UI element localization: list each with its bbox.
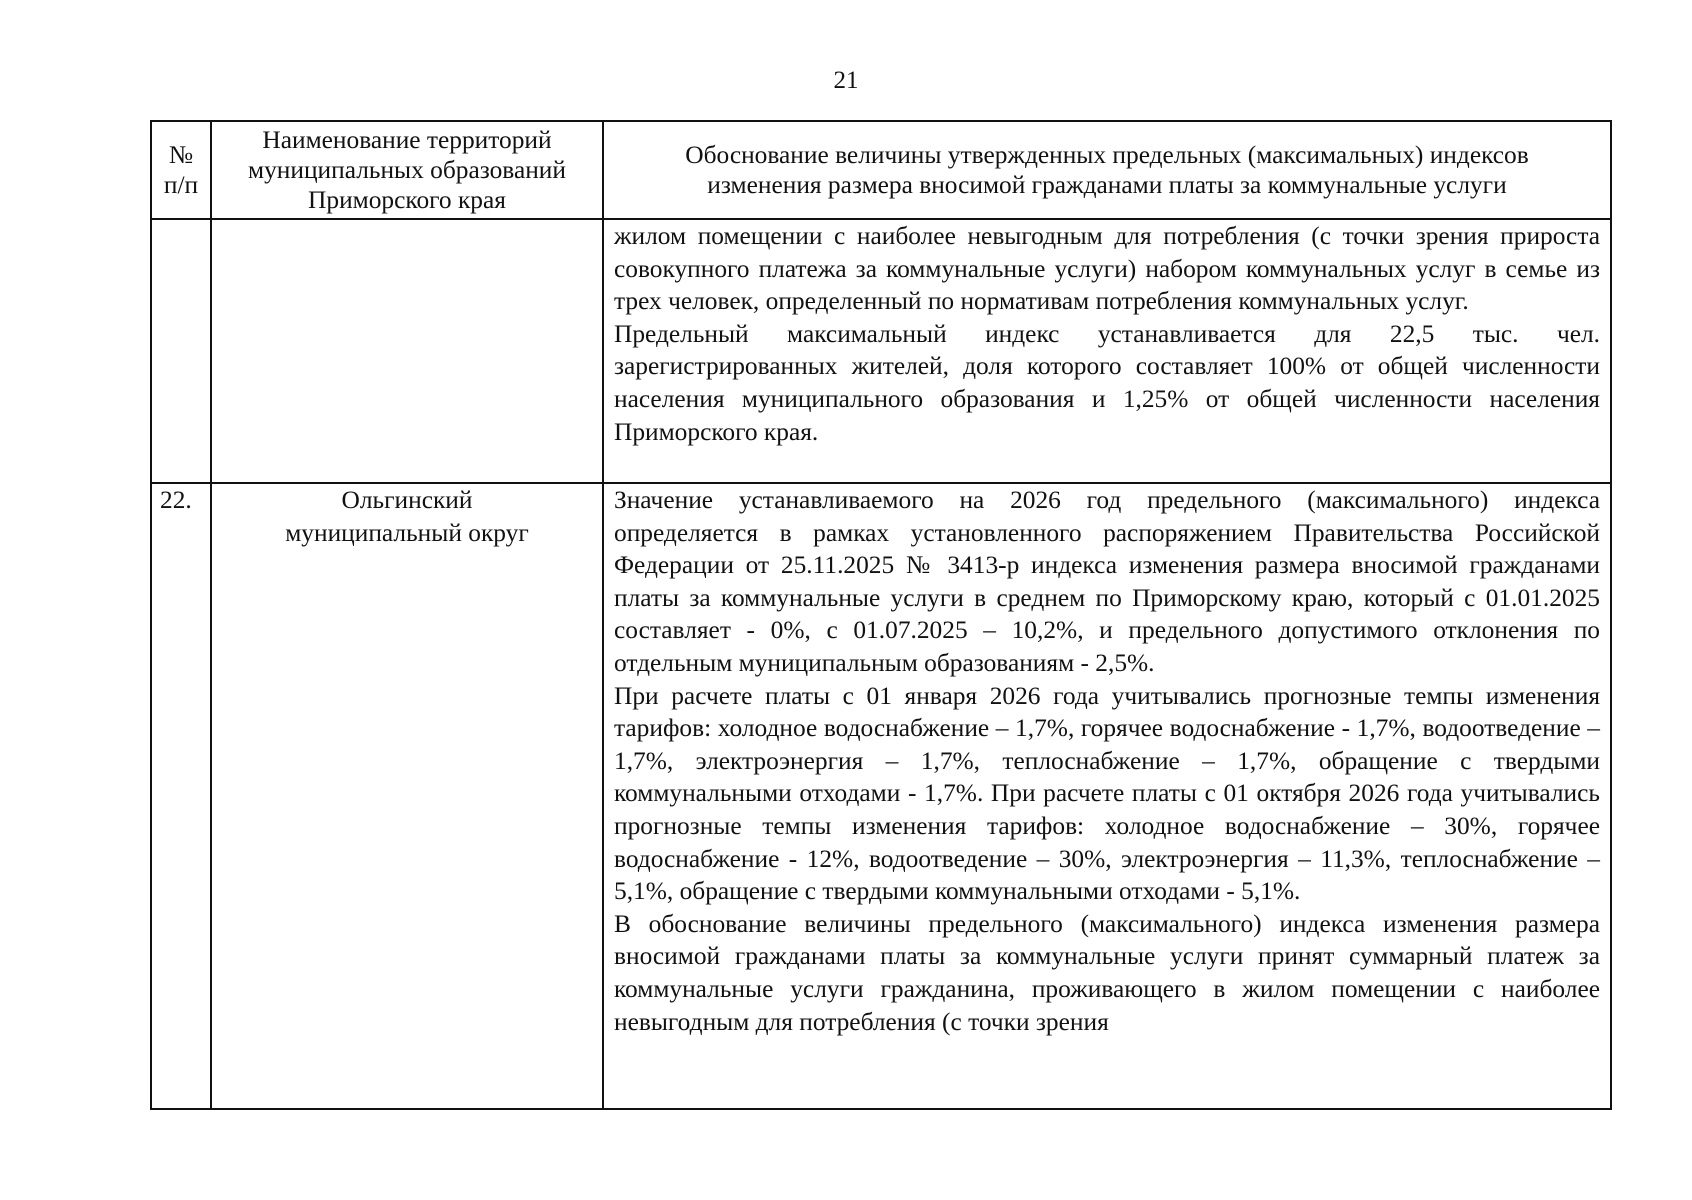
header-basis-line: изменения размера вносимой гражданами платы за коммунальные услуги bbox=[707, 171, 1507, 199]
row-territory-cell bbox=[211, 483, 603, 1109]
header-number-line: п/п bbox=[163, 171, 199, 199]
header-territory-line: муниципальных образований bbox=[248, 156, 566, 184]
header-basis-line: Обоснование величины утвержденных предельных (максимальных) индексов bbox=[685, 141, 1529, 169]
table-row bbox=[151, 219, 1611, 483]
header-territory-line: Наименование территорий bbox=[262, 126, 552, 154]
basis-paragraph: жилом помещении с наиболее невыгодным для потребления (с точки зрения прироста совокупного платежа за коммунальные услуги) набором коммунальных услуг в семье из трех человек, определенный по нормативам потребления коммунальных услуг. bbox=[614, 222, 1600, 316]
table-row bbox=[151, 483, 1611, 1109]
basis-paragraph: В обоснование величины предельного (максимального) индекса изменения размера вносимой гражданами платы за коммунальные услуги принят суммарный платеж за коммунальные услуги гражданина, проживающего в жилом помещении с наиболее невыгодным для потребления (с точки зрения bbox=[614, 909, 1600, 1036]
header-number bbox=[151, 121, 211, 219]
row-number-cell bbox=[151, 219, 211, 483]
header-territory-name bbox=[211, 121, 603, 219]
territory-name-line: муниципальный округ bbox=[285, 518, 529, 547]
basis-paragraph: Значение устанавливаемого на 2026 год предельного (максимального) индекса определяется в рамках установленного распоряжением Правительства Российской Федерации от 25.11.2025 № 3413-р индекса изменения размера вносимой гражданами платы за коммунальные услуги в среднем по Приморскому краю, который с 01.01.2025 составляет - 0%, с 01.07.2025 – 10,2%, и предельного допустимого отклонения по отдельным муниципальным образованиям - 2,5%. bbox=[614, 486, 1600, 677]
header-territory-line: Приморского края bbox=[308, 186, 506, 214]
basis-paragraph: При расчете платы с 01 января 2026 года учитывались прогнозные темпы изменения тарифов: холодное водоснабжение – 1,7%, горячее водоснабжение - 1,7%, водоотведение – 1,7%, электроэнергия – 1,7%, теплоснабжение – 1,7%, обращение с твердыми коммунальными отходами - 1,7%. При расчете платы с 01 октября 2026 года учитывались прогнозные темпы изменения тарифов: холодное водоснабжение – 30%, горячее водоснабжение - 12%, водоотведение – 30%, электроэнергия – 11,3%, теплоснабжение – 5,1%, обращение с твердыми коммунальными отходами - 5,1%. bbox=[614, 681, 1600, 906]
territory-name-line: Ольгинский bbox=[341, 486, 473, 514]
header-number-line: № bbox=[168, 141, 194, 169]
row-number-cell: 22. bbox=[151, 483, 211, 1109]
row-basis-cell bbox=[603, 483, 1611, 1109]
row-territory-cell bbox=[211, 219, 603, 483]
table-header-row bbox=[151, 121, 1611, 219]
row-basis-cell bbox=[603, 219, 1611, 483]
header-basis bbox=[603, 121, 1611, 219]
tariff-index-table bbox=[150, 120, 1612, 1110]
basis-paragraph: Предельный максимальный индекс устанавливается для 22,5 тыс. чел. зарегистрированных жителей, доля которого составляет 100% от общей численности населения муниципального образования и 1,25% от общей численности населения Приморского края. bbox=[614, 319, 1600, 446]
page-number: 21 bbox=[833, 67, 859, 94]
